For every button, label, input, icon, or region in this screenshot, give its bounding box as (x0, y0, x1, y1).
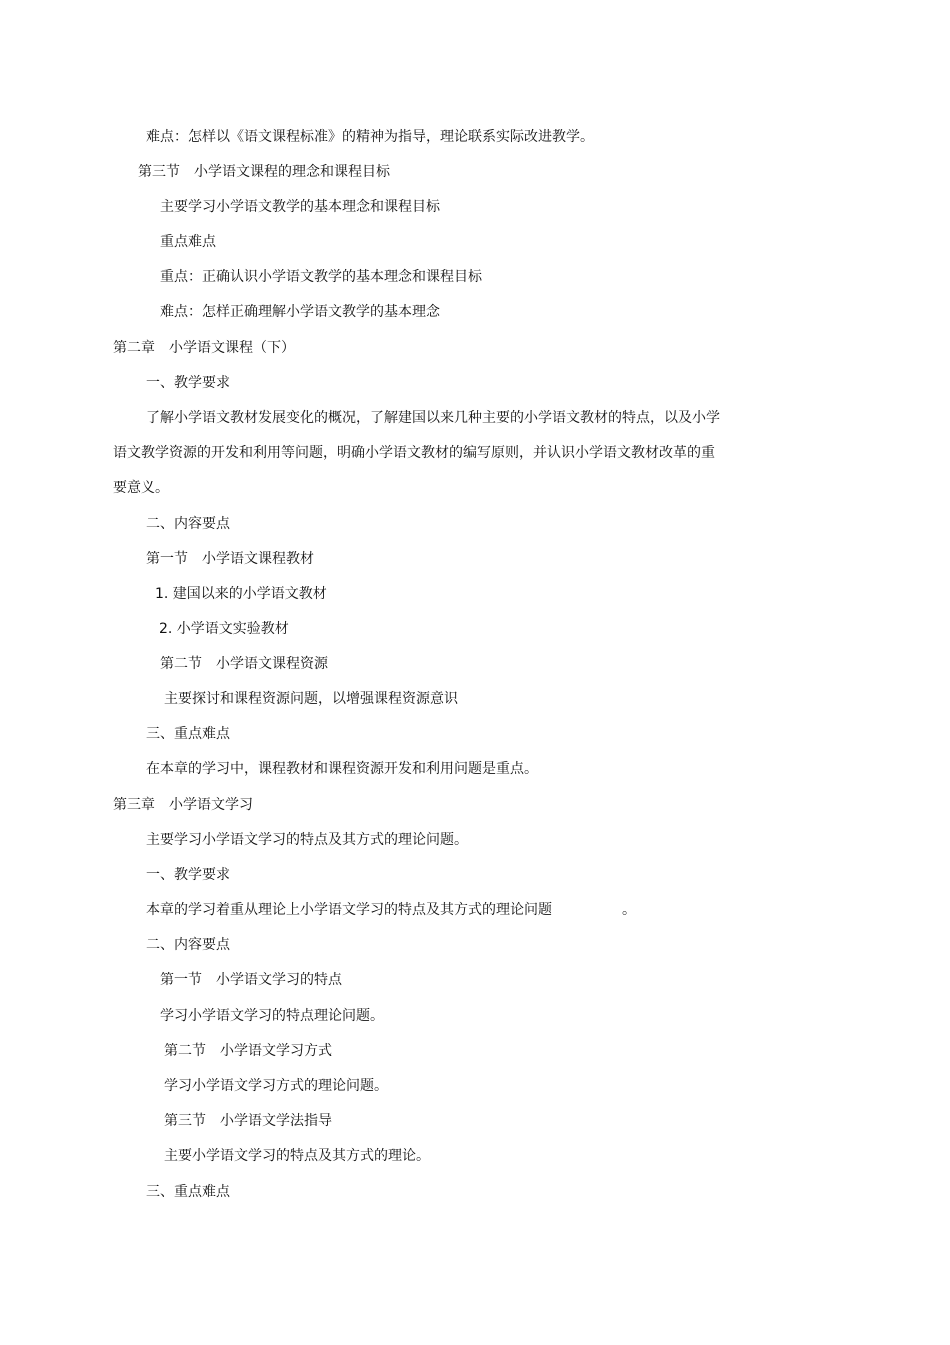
section-heading: 第一节 小学语文学习的特点 (160, 972, 342, 988)
subheading: 一、教学要求 (146, 375, 230, 391)
section-heading: 第三节 小学语文学法指导 (164, 1113, 332, 1129)
section-heading: 第三节 小学语文课程的理念和课程目标 (138, 164, 390, 180)
paragraph: 主要学习小学语文学习的特点及其方式的理论问题。 (146, 832, 468, 848)
paragraph: 主要学习小学语文教学的基本理念和课程目标 (160, 199, 440, 215)
key-point-text: 重点：正确认识小学语文教学的基本理念和课程目标 (160, 269, 482, 285)
subheading: 二、内容要点 (146, 516, 230, 532)
list-item: 2. 小学语文实验教材 (159, 621, 289, 637)
chapter-heading-3: 第三章 小学语文学习 (113, 797, 253, 813)
paragraph: 学习小学语文学习方式的理论问题。 (164, 1078, 388, 1094)
chapter-heading-2: 第二章 小学语文课程（下） (113, 340, 295, 356)
difficulty-text-2: 难点：怎样正确理解小学语文教学的基本理念 (160, 304, 440, 320)
paragraph-line: 要意义。 (113, 480, 169, 496)
paragraph (146, 900, 636, 920)
paragraph: 学习小学语文学习的特点理论问题。 (160, 1008, 384, 1024)
section-heading: 第一节 小学语文课程教材 (146, 551, 314, 567)
period-mark: 。 (622, 902, 636, 918)
section-heading: 第二节 小学语文学习方式 (164, 1043, 332, 1059)
paragraph-line: 了解小学语文教材发展变化的概况，了解建国以来几种主要的小学语文教材的特点，以及小学 (146, 410, 720, 426)
paragraph: 主要探讨和课程资源问题，以增强课程资源意识 (164, 691, 458, 707)
paragraph-line: 语文教学资源的开发和利用等问题，明确小学语文教材的编写原则，并认识小学语文教材改革的重 (113, 445, 715, 461)
subheading: 二、内容要点 (146, 937, 230, 953)
section-heading: 第二节 小学语文课程资源 (160, 656, 328, 672)
subheading: 三、重点难点 (146, 726, 230, 742)
paragraph: 在本章的学习中，课程教材和课程资源开发和利用问题是重点。 (146, 761, 538, 777)
difficulty-text-1: 难点：怎样以《语文课程标准》的精神为指导，理论联系实际改进教学。 (146, 129, 594, 145)
paragraph: 主要小学语文学习的特点及其方式的理论。 (164, 1148, 430, 1164)
paragraph-text: 本章的学习着重从理论上小学语文学习的特点及其方式的理论问题 (146, 902, 552, 918)
subheading: 三、重点难点 (146, 1184, 230, 1200)
subheading: 重点难点 (160, 234, 216, 250)
list-item: 1. 建国以来的小学语文教材 (155, 586, 327, 602)
subheading: 一、教学要求 (146, 867, 230, 883)
